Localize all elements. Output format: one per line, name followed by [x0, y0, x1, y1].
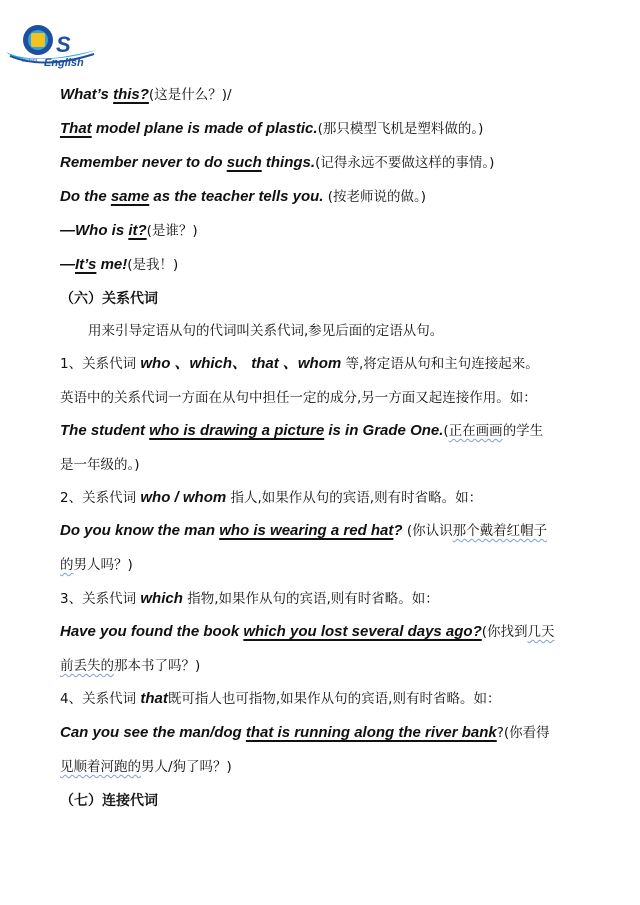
- cn-text: (你找到: [481, 624, 528, 640]
- rule-1-explanation: 英语中的关系代词一方面在从句中担任一定的成分,另一方面又起连接作用。如：: [60, 390, 537, 406]
- cn-text: 指物,如果作从句的宾语,则有时省略。如：: [182, 591, 439, 607]
- en-text: things.: [261, 154, 316, 171]
- example-red-hat-continued: [60, 556, 133, 574]
- underlined-pronoun: this?: [113, 86, 149, 103]
- cn-text: 1、关系代词: [60, 356, 141, 372]
- cn-translation: (这是什么？)/: [148, 87, 232, 103]
- example-student: [60, 422, 543, 440]
- cn-translation: (是我！): [127, 257, 179, 273]
- wavy-underlined-text: 前丢失的: [60, 658, 114, 674]
- example-line-4: [60, 188, 426, 206]
- en-text: What’s: [60, 86, 114, 103]
- en-keywords: who 、which、 that 、whom: [140, 355, 342, 372]
- wavy-underlined-text: 正在画画: [448, 423, 503, 439]
- underlined-pronoun: same: [110, 188, 150, 205]
- logo-brand-text: English: [44, 57, 84, 69]
- rule-2: [60, 489, 482, 507]
- underlined-clause: that is running along the river bank: [245, 724, 497, 741]
- underlined-pronoun: such: [226, 154, 262, 171]
- cn-text: 3、关系代词: [60, 591, 141, 607]
- cn-text: (你认识: [402, 523, 453, 539]
- cn-text: (: [443, 423, 449, 439]
- en-keywords: who / whom: [140, 489, 227, 506]
- cn-text: 那本书了吗？): [114, 658, 201, 674]
- en-text: —: [60, 256, 75, 273]
- wavy-underlined-text: 几天: [527, 624, 555, 640]
- cn-translation: (按老师说的做。): [323, 189, 427, 205]
- en-text: ?: [393, 522, 403, 539]
- cn-translation: (是谁？): [146, 223, 198, 239]
- cn-text: 男人吗？): [73, 557, 133, 573]
- en-text: Do you know the man: [60, 522, 220, 539]
- section-heading-relative-pronouns: （六）关系代词: [60, 291, 158, 307]
- en-text: Remember never to do: [60, 154, 227, 171]
- wavy-underlined-text: 那个戴着红帽子: [452, 523, 548, 539]
- example-student-continued: 是一年级的。): [60, 457, 140, 473]
- section-heading-conjunctive-pronouns: （七）连接代词: [60, 793, 158, 809]
- paragraph-intro: 用来引导定语从句的代词叫关系代词,参见后面的定语从句。: [88, 323, 444, 339]
- cn-text: 2、关系代词: [60, 490, 141, 506]
- cn-text: 等,将定语从句和主句连接起来。: [341, 356, 539, 372]
- en-text: Do the: [60, 188, 111, 205]
- example-river-bank-continued: [60, 758, 232, 776]
- en-text: model plane is made of plastic.: [91, 120, 318, 137]
- en-text: me!: [96, 256, 128, 273]
- en-text: as the teacher tells you.: [149, 188, 324, 205]
- cn-translation: (那只模型飞机是塑料做的。): [317, 121, 484, 137]
- en-text: Have you found the book: [60, 623, 244, 640]
- cn-text: 男人/狗了吗？): [141, 759, 232, 775]
- rule-1: [60, 355, 539, 373]
- underlined-pronoun: That: [60, 120, 92, 137]
- underlined-clause: who is drawing a picture: [149, 422, 325, 439]
- example-river-bank: [60, 724, 550, 742]
- underlined-pronoun: it?: [128, 222, 147, 239]
- en-keywords: that: [140, 690, 168, 707]
- cn-text: ?(你看得: [496, 725, 550, 741]
- example-line-2: [60, 120, 483, 138]
- example-line-3: [60, 154, 494, 172]
- en-text: Can you see the man/dog: [60, 724, 246, 741]
- example-line-6: [60, 256, 178, 274]
- example-line-5: [60, 222, 198, 240]
- cn-text: 指人,如果作从句的宾语,则有时省略。如：: [226, 490, 483, 506]
- en-keywords: which: [140, 590, 183, 607]
- logo-letter-s: S: [56, 32, 71, 57]
- en-text: is in Grade One.: [324, 422, 444, 439]
- cn-text: 的学生: [502, 423, 544, 439]
- wavy-underlined-text: 见顺着河跑的: [60, 759, 141, 775]
- cn-text: 4、关系代词: [60, 691, 141, 707]
- example-red-hat: [60, 522, 547, 540]
- underlined-clause: which you lost several days ago?: [243, 623, 482, 640]
- cn-text: 既可指人也可指物,如果作从句的宾语,则有时省略。如：: [167, 691, 501, 707]
- example-book: [60, 623, 555, 641]
- example-line-1: [60, 86, 232, 104]
- example-book-continued: [60, 657, 200, 675]
- wavy-underlined-text: 的: [60, 557, 74, 573]
- underlined-clause: who is wearing a red hat: [219, 522, 394, 539]
- en-text: The student: [60, 422, 150, 439]
- underlined-pronoun: It’s: [75, 256, 97, 273]
- logo-instant-text: Instant: [22, 58, 38, 64]
- cn-translation: (记得永远不要做这样的事情。): [315, 155, 495, 171]
- rule-4: [60, 690, 500, 708]
- en-text: —Who is: [60, 222, 129, 239]
- rule-3: [60, 590, 439, 608]
